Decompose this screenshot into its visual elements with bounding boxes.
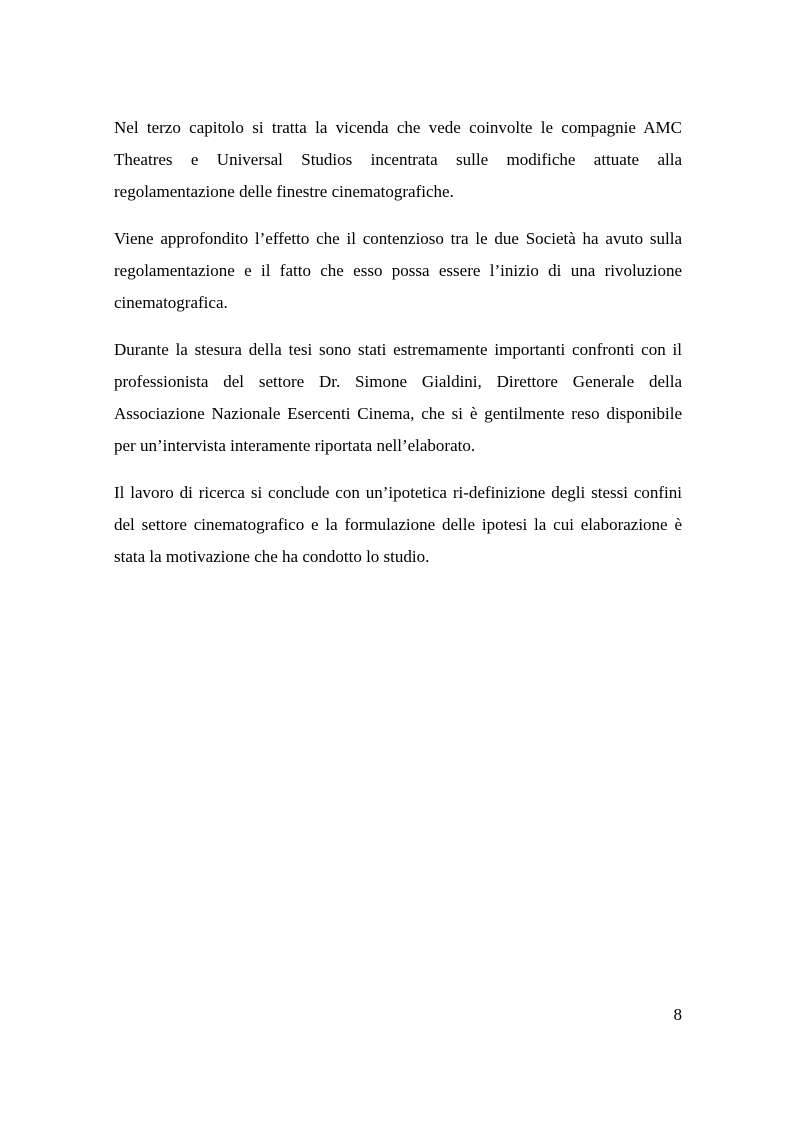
paragraph-chapter-three: Nel terzo capitolo si tratta la vicenda che vede coinvolte le compagnie AMC Theatres e Universal Studios incentrata sulle modifiche attuate alla regolamentazione delle finestre cinematografiche. (114, 118, 682, 201)
paragraph-conclusion: Il lavoro di ricerca si conclude con un’ipotetica ri-definizione degli stessi confini del settore cinematografico e la formulazione delle ipotesi la cui elaborazione è stata la motivazione che ha condotto lo studio. (114, 483, 682, 566)
body-text (114, 112, 682, 588)
paragraph-interview: Durante la stesura della tesi sono stati estremamente importanti confronti con il professionista del settore Dr. Simone Gialdini, Direttore Generale della Associazione Nazionale Esercenti Cinema, che si è gentilmente reso disponibile per un’intervista interamente riportata nell’elaborato. (114, 340, 682, 455)
paragraph-dispute-effect: Viene approfondito l’effetto che il contenzioso tra le due Società ha avuto sulla regolamentazione e il fatto che esso possa essere l’inizio di una rivoluzione cinematografica. (114, 229, 682, 312)
page-number: 8 (673, 1005, 682, 1024)
